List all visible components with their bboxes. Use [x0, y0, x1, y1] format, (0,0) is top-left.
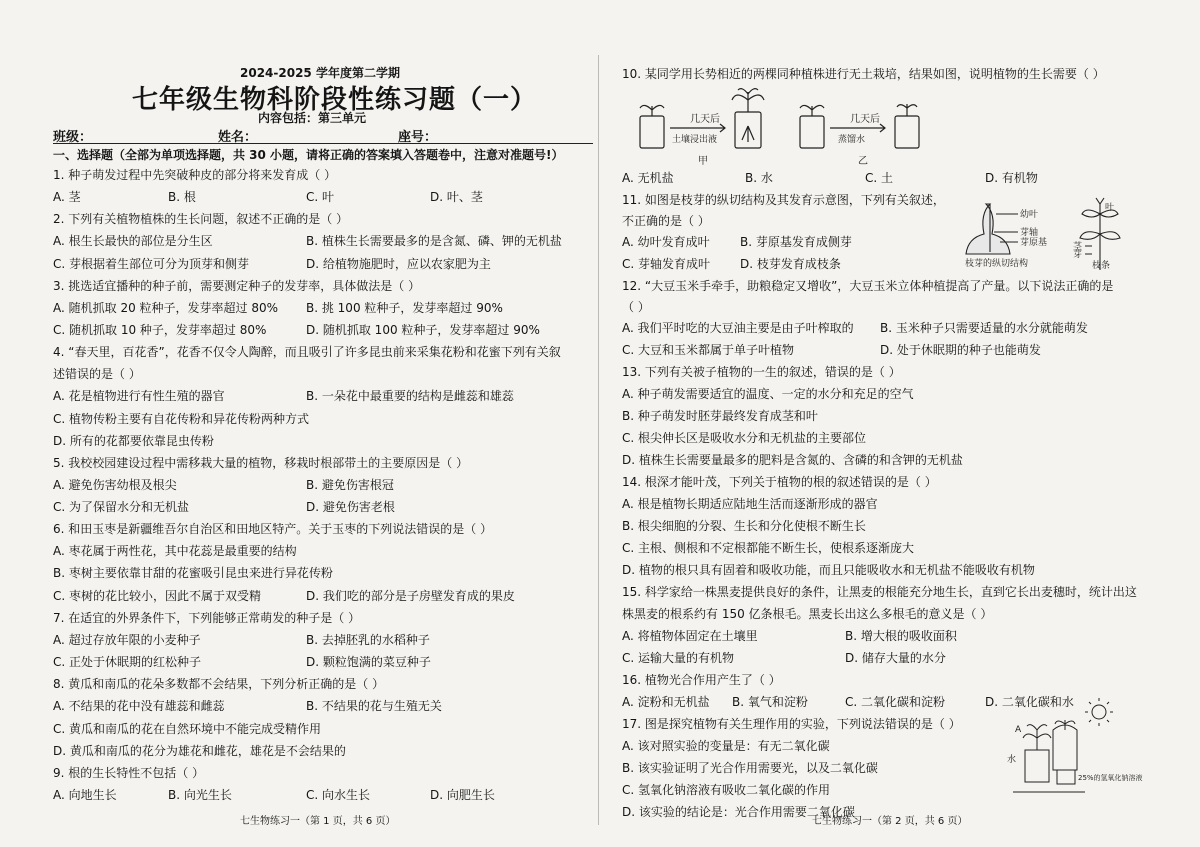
q6-opt-c: C. 枣树的花比较小，因此不属于双受精 — [53, 589, 262, 603]
fig11-yayuanji: 芽原基 — [1020, 238, 1048, 248]
q8-opt-d: D. 黄瓜和南瓜的花分为雄花和雌花，雄花是不会结果的 — [53, 744, 346, 758]
q10-opt-d: D. 有机物 — [985, 171, 1038, 185]
right-page — [600, 0, 1200, 847]
q9-opt-d: D. 向肥生长 — [430, 788, 495, 802]
q15-opt-b: B. 增大根的吸收面积 — [845, 629, 957, 643]
q7-opt-c: C. 正处于休眠期的红松种子 — [53, 655, 202, 669]
q4-opt-d: D. 所有的花都要依靠昆虫传粉 — [53, 434, 214, 448]
fig10-label-b: 乙 — [858, 156, 868, 167]
question-8: 8. 黄瓜和南瓜的花朵多数都不会结果，下列分析正确的是（ ） — [53, 677, 385, 691]
q11-opt-d: D. 枝芽发育成枝条 — [740, 257, 841, 271]
q7-opt-d: D. 颗粒饱满的菜豆种子 — [306, 655, 431, 669]
q16-opt-b: B. 氧气和淀粉 — [732, 695, 808, 709]
q9-opt-a: A. 向地生长 — [53, 788, 117, 802]
q5-opt-d: D. 避免伤害老根 — [306, 500, 395, 514]
figure-q17 — [1005, 700, 1143, 800]
q12-opt-d: D. 处于休眠期的种子也能萌发 — [880, 343, 1041, 357]
q12-opt-a: A. 我们平时吃的大豆油主要是由子叶榨取的 — [622, 321, 854, 335]
q17-opt-d: D. 该实验的结论是：光合作用需要二氧化碳 — [622, 805, 855, 819]
fig11-yazhou: 芽轴 — [1020, 228, 1039, 238]
q17-opt-b: B. 该实验证明了光合作用需要光，以及二氧化碳 — [622, 761, 878, 775]
q12-opt-c: C. 大豆和玉米都属于单子叶植物 — [622, 343, 795, 357]
fig11-ya: 芽 — [1073, 250, 1083, 260]
fig10-label-a: 甲 — [698, 156, 708, 167]
name-label: 姓名： — [218, 130, 258, 145]
q6-opt-a: A. 枣花属于两性花，其中花蕊是最重要的结构 — [53, 544, 297, 558]
q11-opt-a: A. 幼叶发育成叶 — [622, 235, 710, 249]
page-footer-1: 七生物练习一（第 1 页，共 6 页） — [240, 816, 396, 827]
q13-opt-b: B. 种子萌发时胚芽最终发育成茎和叶 — [622, 409, 818, 423]
q5-opt-c: C. 为了保留水分和无机盐 — [53, 500, 190, 514]
q10-opt-c: C. 土 — [865, 171, 894, 185]
fig11-caption: 枝芽的纵切结构 — [965, 259, 1029, 269]
q14-opt-a: A. 根是植物长期适应陆地生活而逐渐形成的器官 — [622, 497, 878, 511]
fig10-solution-b: 蒸馏水 — [838, 135, 866, 145]
question-6: 6. 和田玉枣是新疆维吾尔自治区和田地区特产。关于玉枣的下列说法错误的是（ ） — [53, 522, 493, 536]
q14-opt-b: B. 根尖细胞的分裂、生长和分化使根不断生长 — [622, 519, 866, 533]
q7-opt-a: A. 超过存放年限的小麦种子 — [53, 633, 201, 647]
q17-opt-c: C. 氢氧化钠溶液有吸收二氧化碳的作用 — [622, 783, 831, 797]
q1-opt-a: A. 茎 — [53, 190, 81, 204]
fig17-a: A — [1015, 725, 1022, 735]
fig11-youye: 幼叶 — [1020, 210, 1039, 220]
question-5: 5. 我校校园建设过程中需移栽大量的植物，移栽时根部带土的主要原因是（ ） — [53, 456, 469, 470]
exam-title: 七年级生物科阶段性练习题（一） — [132, 85, 538, 115]
q2-opt-b: B. 植株生长需要最多的是含氮、磷、钾的无机盐 — [306, 234, 562, 248]
question-13: 13. 下列有关被子植物的一生的叙述，错误的是（ ） — [622, 365, 901, 379]
figure-q11 — [960, 194, 1140, 272]
q9-opt-c: C. 向水生长 — [306, 788, 371, 802]
term-label: 2024-2025 学年度第二学期 — [240, 66, 400, 80]
figure-q10 — [630, 86, 930, 166]
question-3: 3. 挑选适宜播种的种子前，需要测定种子的发芽率，具体做法是（ ） — [53, 279, 421, 293]
q4-opt-b: B. 一朵花中最重要的结构是雌蕊和雄蕊 — [306, 389, 514, 403]
question-2: 2. 下列有关植物植株的生长问题，叙述不正确的是（ ） — [53, 212, 349, 226]
q14-opt-d: D. 植物的根只具有固着和吸收功能，而且只能吸收水和无机盐不能吸收有机物 — [622, 563, 1035, 577]
question-11-cont: 不正确的是（ ） — [622, 214, 710, 228]
page-divider — [598, 55, 599, 825]
page-footer-2: 七生物练习一（第 2 页，共 6 页） — [812, 816, 968, 827]
question-12-cont: （ ） — [622, 300, 650, 314]
q8-opt-a: A. 不结果的花中没有雄蕊和雌蕊 — [53, 699, 225, 713]
q15-opt-c: C. 运输大量的有机物 — [622, 651, 735, 665]
q17-opt-a: A. 该对照实验的变量是：有无二氧化碳 — [622, 739, 830, 753]
fig17-naoh: 25%的氢氧化钠溶液 — [1078, 774, 1143, 782]
q8-opt-c: C. 黄瓜和南瓜的花在自然环境中不能完成受精作用 — [53, 722, 322, 736]
q1-opt-d: D. 叶、茎 — [430, 190, 483, 204]
fig17-water: 水 — [1007, 755, 1017, 765]
q8-opt-b: B. 不结果的花与生殖无关 — [306, 699, 442, 713]
q3-opt-b: B. 挑 100 粒种子，发芽率超过 90% — [306, 301, 503, 315]
fig11-ye: 叶 — [1105, 203, 1115, 213]
question-11: 11. 如图是枝芽的纵切结构及其发育示意图，下列有关叙述， — [622, 193, 945, 207]
q10-opt-b: B. 水 — [745, 171, 773, 185]
question-12: 12. “大豆玉米手牵手，助粮稳定又增收”，大豆玉米立体种植提高了产量。以下说法正确的是 — [622, 279, 1114, 293]
fig10-solution-a: 土壤浸出液 — [672, 135, 718, 145]
seat-label: 座号： — [398, 130, 438, 145]
student-info-row — [53, 126, 593, 144]
q16-opt-d: D. 二氧化碳和水 — [985, 695, 1074, 709]
q1-opt-c: C. 叶 — [306, 190, 335, 204]
q14-opt-c: C. 主根、侧根和不定根都能不断生长，使根系逐渐庞大 — [622, 541, 915, 555]
fig10-days-a: 几天后 — [690, 114, 720, 125]
q11-opt-c: C. 芽轴发育成叶 — [622, 257, 711, 271]
content-scope: 内容包括：第三单元 — [258, 111, 367, 125]
section-heading: 一、选择题（全部为单项选择题，共 30 小题，请将正确的答案填入答题卷中，注意对准题号!） — [53, 148, 564, 162]
question-9: 9. 根的生长特性不包括（ ） — [53, 766, 205, 780]
q13-opt-a: A. 种子萌发需要适宜的温度、一定的水分和充足的空气 — [622, 387, 914, 401]
question-15: 15. 科学家给一株黑麦提供良好的条件，让黑麦的根能充分地生长，直到它长出麦穗时，统计出这 — [622, 585, 1137, 599]
question-15-cont: 株黑麦的根系约有 150 亿条根毛。黑麦长出这么多根毛的意义是（ ） — [622, 607, 993, 621]
question-1: 1. 种子萌发过程中先突破种皮的部分将来发育成（ ） — [53, 168, 337, 182]
question-17: 17. 图是探究植物有关生理作用的实验，下列说法错误的是（ ） — [622, 717, 961, 731]
q2-opt-d: D. 给植物施肥时，应以农家肥为主 — [306, 257, 491, 271]
q13-opt-c: C. 根尖伸长区是吸收水分和无机盐的主要部位 — [622, 431, 867, 445]
q6-opt-b: B. 枣树主要依靠甘甜的花蜜吸引昆虫来进行异花传粉 — [53, 566, 333, 580]
question-14: 14. 根深才能叶茂，下列关于植物的根的叙述错误的是（ ） — [622, 475, 937, 489]
q2-opt-c: C. 芽根据着生部位可分为顶芽和侧芽 — [53, 257, 250, 271]
q3-opt-a: A. 随机抓取 20 粒种子，发芽率超过 80% — [53, 301, 279, 315]
q4-opt-c: C. 植物传粉主要有自花传粉和异花传粉两种方式 — [53, 412, 310, 426]
q9-opt-b: B. 向光生长 — [168, 788, 232, 802]
question-16: 16. 植物光合作用产生了（ ） — [622, 673, 781, 687]
q1-opt-b: B. 根 — [168, 190, 196, 204]
fig11-jing: 茎 — [1073, 242, 1083, 252]
q3-opt-c: C. 随机抓取 10 种子，发芽率超过 80% — [53, 323, 267, 337]
question-4-cont: 述错误的是（ ） — [53, 367, 141, 381]
q11-opt-b: B. 芽原基发育成侧芽 — [740, 235, 852, 249]
q10-opt-a: A. 无机盐 — [622, 171, 674, 185]
q16-opt-c: C. 二氧化碳和淀粉 — [845, 695, 946, 709]
q13-opt-d: D. 植株生长需要量最多的肥料是含氮的、含磷的和含钾的无机盐 — [622, 453, 963, 467]
q2-opt-a: A. 根生长最快的部位是分生区 — [53, 234, 213, 248]
q5-opt-b: B. 避免伤害根冠 — [306, 478, 394, 492]
q6-opt-d: D. 我们吃的部分是子房壁发育成的果皮 — [306, 589, 515, 603]
q4-opt-a: A. 花是植物进行有性生殖的器官 — [53, 389, 225, 403]
q5-opt-a: A. 避免伤害幼根及根尖 — [53, 478, 177, 492]
question-10: 10. 某同学用长势相近的两棵同种植株进行无土栽培，结果如图，说明植物的生长需要（ ） — [622, 67, 1105, 81]
q12-opt-b: B. 玉米种子只需要适量的水分就能萌发 — [880, 321, 1088, 335]
q15-opt-a: A. 将植物体固定在土壤里 — [622, 629, 758, 643]
fig11-branch: 枝条 — [1092, 261, 1111, 271]
fig10-days-b: 几天后 — [850, 114, 880, 125]
q7-opt-b: B. 去掉胚乳的水稻种子 — [306, 633, 430, 647]
q15-opt-d: D. 储存大量的水分 — [845, 651, 946, 665]
question-4: 4. “春天里，百花香”，花香不仅令人陶醉，而且吸引了许多昆虫前来采集花粉和花蜜下列有关叙 — [53, 345, 561, 359]
q16-opt-a: A. 淀粉和无机盐 — [622, 695, 710, 709]
class-label: 班级： — [53, 130, 93, 145]
question-7: 7. 在适宜的外界条件下，下列能够正常萌发的种子是（ ） — [53, 611, 361, 625]
q3-opt-d: D. 随机抓取 100 粒种子，发芽率超过 90% — [306, 323, 540, 337]
